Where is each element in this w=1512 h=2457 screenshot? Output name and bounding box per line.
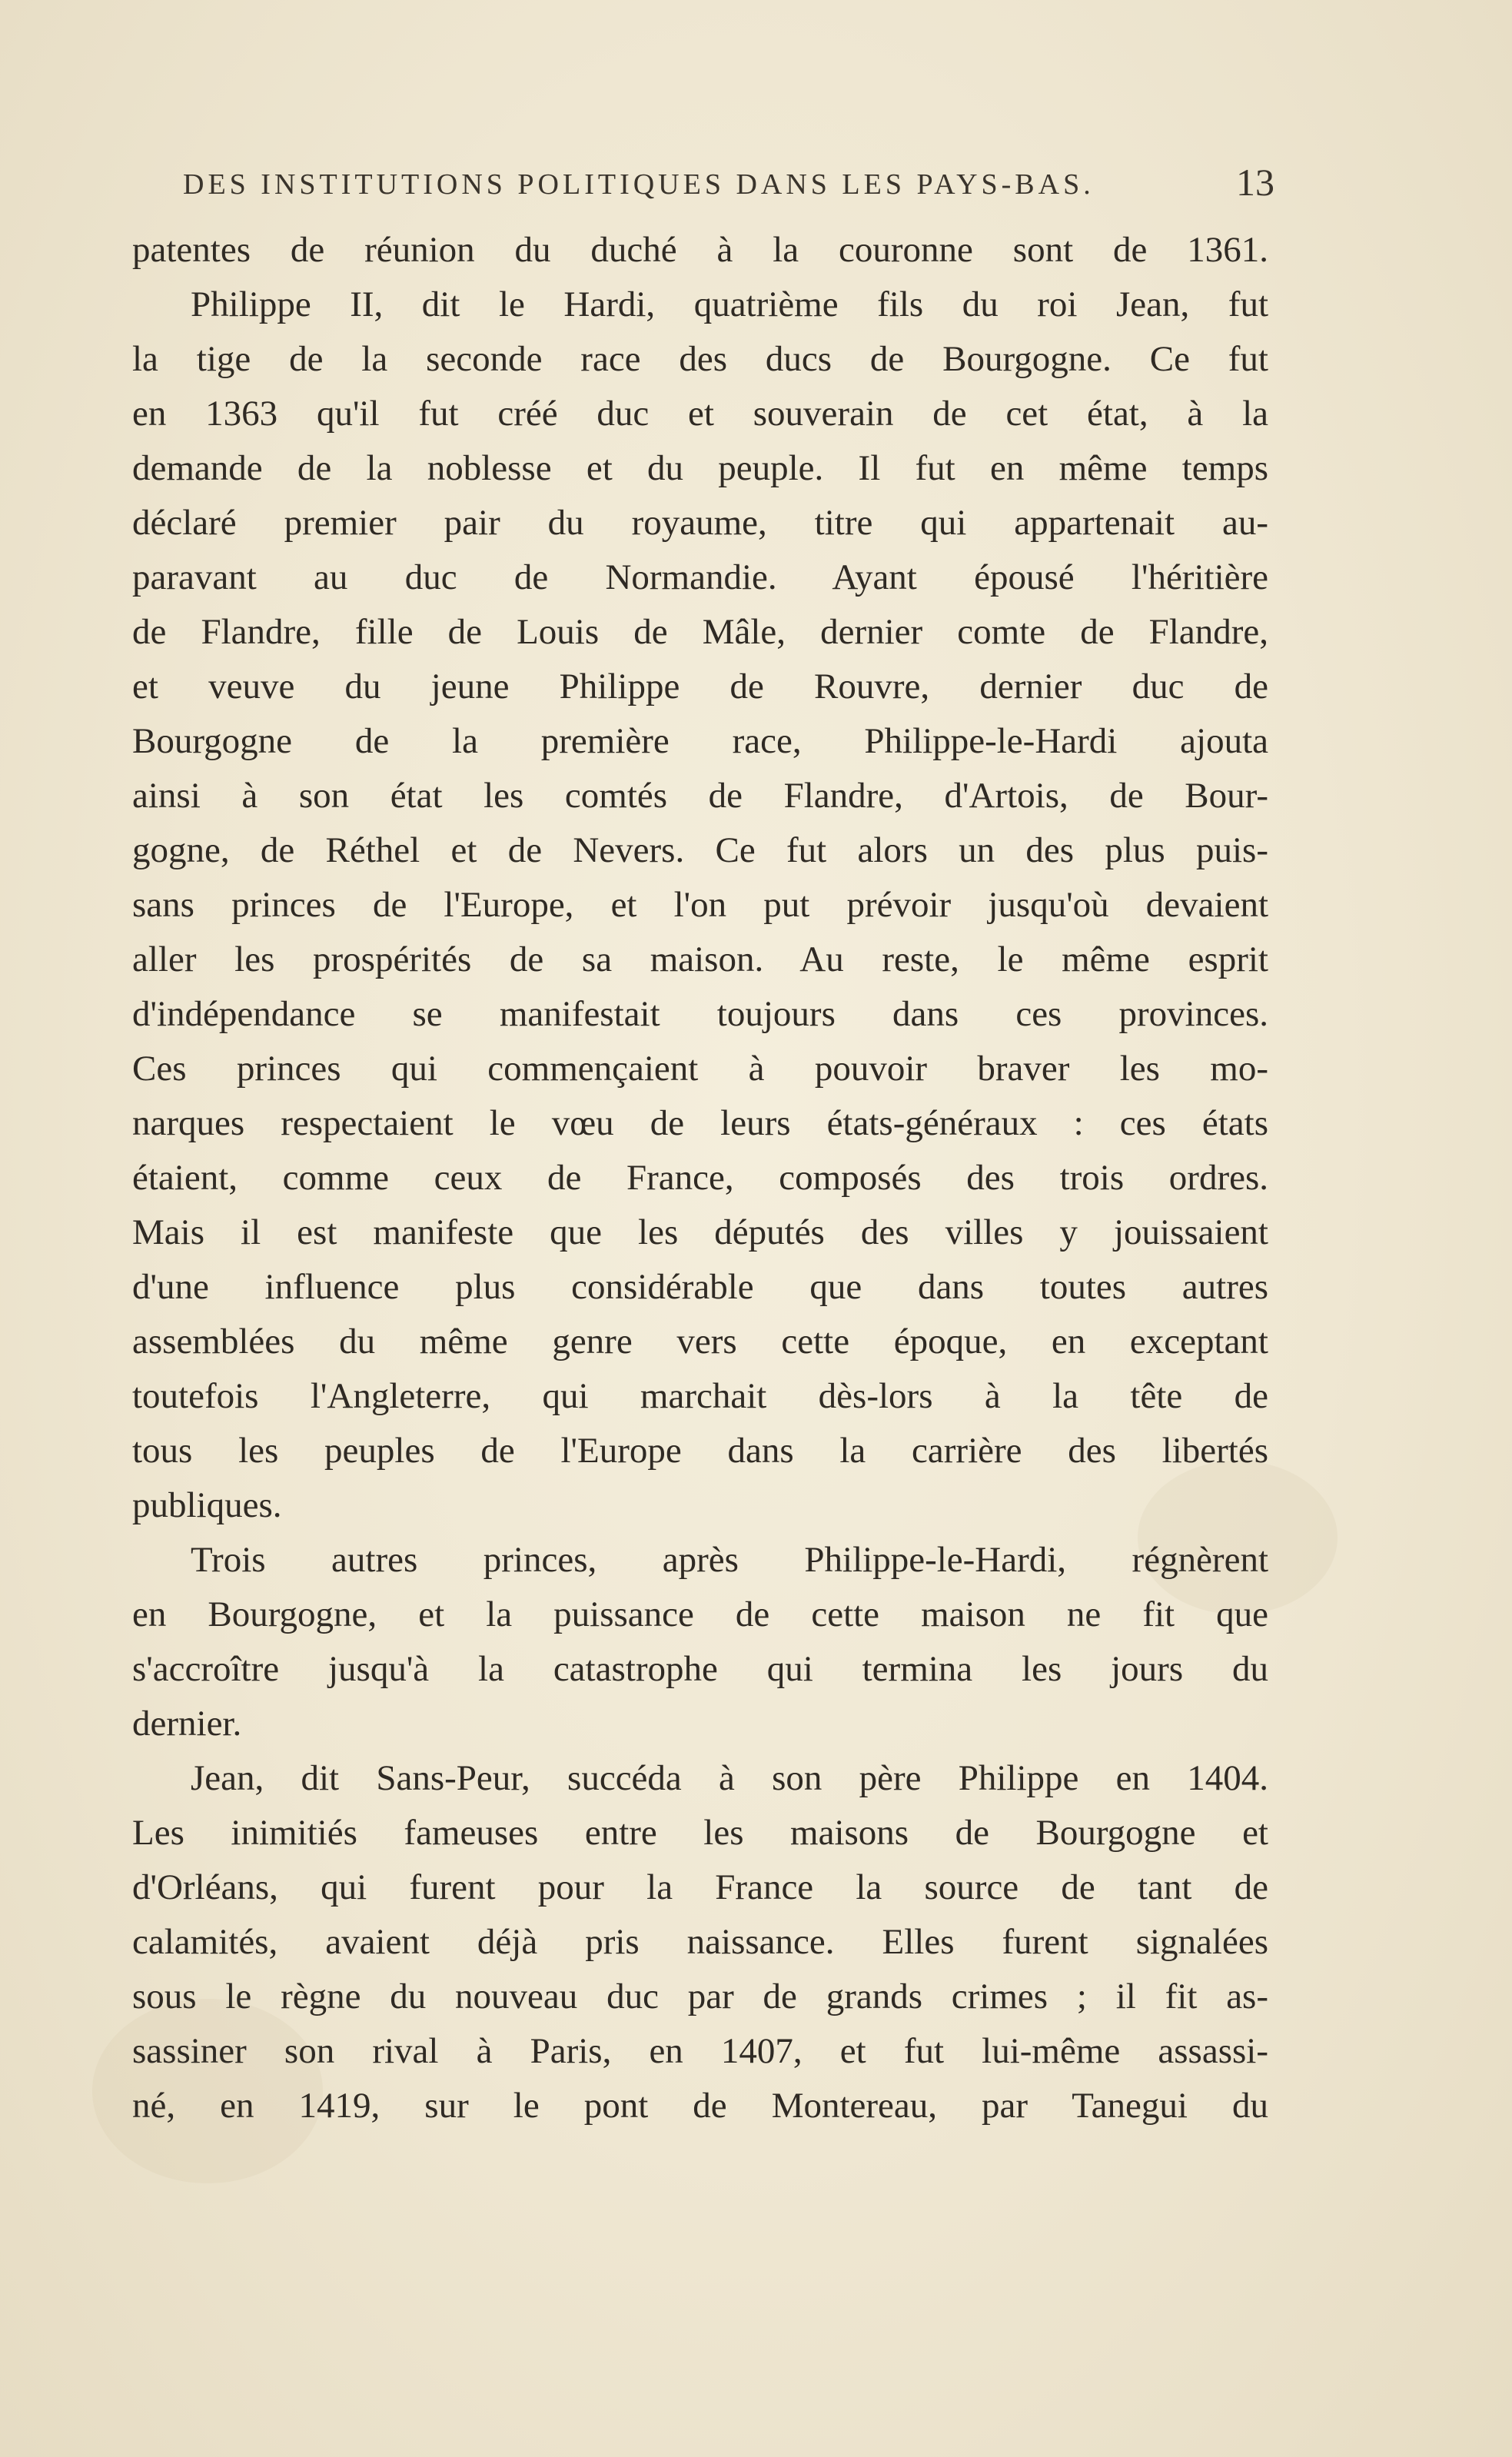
page-header	[183, 160, 1274, 214]
text-line: en 1363 qu'il fut créé duc et souverain de cet état, à la	[132, 394, 1268, 434]
text-line: dernier.	[132, 1704, 242, 1744]
text-line: la tige de la seconde race des ducs de Bourgogne. Ce fut	[132, 339, 1268, 379]
text-line: Ces princes qui commençaient à pouvoir braver les mo-	[132, 1049, 1268, 1089]
text-line: étaient, comme ceux de France, composés des trois ordres.	[132, 1158, 1268, 1198]
text-line: Jean, dit Sans-Peur, succéda à son père Philippe en 1404.	[191, 1758, 1268, 1798]
text-line: Philippe II, dit le Hardi, quatrième fils du roi Jean, fut	[191, 284, 1268, 324]
text-line: Bourgogne de la première race, Philippe-le-Hardi ajouta	[132, 721, 1268, 761]
text-line: toutefois l'Angleterre, qui marchait dès-lors à la tête de	[132, 1376, 1268, 1416]
text-line: de Flandre, fille de Louis de Mâle, dernier comte de Flandre,	[132, 612, 1268, 652]
text-line: calamités, avaient déjà pris naissance. Elles furent signalées	[132, 1922, 1268, 1962]
text-line: ainsi à son état les comtés de Flandre, d'Artois, de Bour-	[132, 776, 1268, 816]
text-line: sous le règne du nouveau duc par de grands crimes ; il fit as-	[132, 1977, 1268, 2016]
text-line: s'accroître jusqu'à la catastrophe qui termina les jours du	[132, 1649, 1268, 1689]
text-line: patentes de réunion du duché à la couronne sont de 1361.	[132, 230, 1268, 270]
text-line: assemblées du même genre vers cette époque, en exceptant	[132, 1322, 1268, 1361]
text-line: Trois autres princes, après Philippe-le-Hardi, régnèrent	[191, 1540, 1268, 1580]
text-line: sassiner son rival à Paris, en 1407, et fut lui-même assassi-	[132, 2031, 1268, 2071]
text-line: en Bourgogne, et la puissance de cette maison ne fit que	[132, 1594, 1268, 1634]
text-line: d'indépendance se manifestait toujours dans ces provinces.	[132, 994, 1268, 1034]
page-number: 13	[1236, 161, 1274, 204]
text-line: gogne, de Réthel et de Nevers. Ce fut alors un des plus puis-	[132, 830, 1268, 870]
text-line: d'Orléans, qui furent pour la France la source de tant de	[132, 1867, 1268, 1907]
text-line: Mais il est manifeste que les députés des villes y jouissaient	[132, 1212, 1268, 1252]
text-line: d'une influence plus considérable que dans toutes autres	[132, 1267, 1268, 1307]
body-text	[132, 223, 1268, 2133]
text-line: sans princes de l'Europe, et l'on put prévoir jusqu'où devaient	[132, 885, 1268, 925]
text-line: né, en 1419, sur le pont de Montereau, par Tanegui du	[132, 2086, 1268, 2126]
text-line: tous les peuples de l'Europe dans la carrière des libertés	[132, 1431, 1268, 1471]
text-line: publiques.	[132, 1485, 282, 1525]
running-title: DES INSTITUTIONS POLITIQUES DANS LES PAYS-BAS.	[183, 168, 1095, 201]
text-line: et veuve du jeune Philippe de Rouvre, dernier duc de	[132, 667, 1268, 707]
text-line: déclaré premier pair du royaume, titre qui appartenait au-	[132, 503, 1268, 543]
text-line: demande de la noblesse et du peuple. Il fut en même temps	[132, 448, 1268, 488]
text-line: aller les prospérités de sa maison. Au reste, le même esprit	[132, 939, 1268, 979]
text-line: Les inimitiés fameuses entre les maisons de Bourgogne et	[132, 1813, 1268, 1853]
text-line: paravant au duc de Normandie. Ayant épousé l'héritière	[132, 557, 1268, 597]
text-line: narques respectaient le vœu de leurs états-généraux : ces états	[132, 1103, 1268, 1143]
